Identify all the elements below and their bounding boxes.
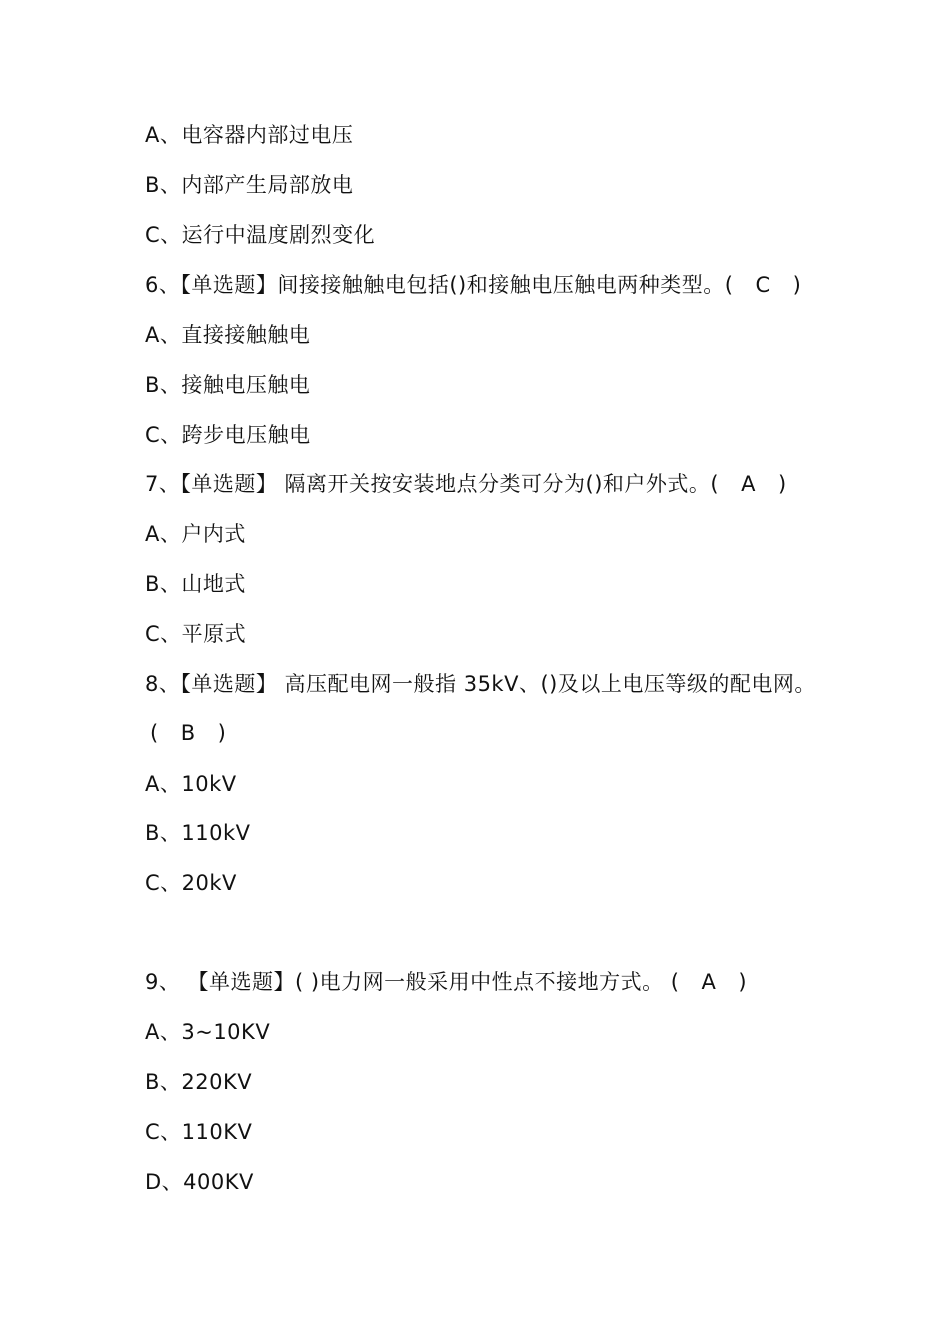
option-text: B、内部产生局部放电	[145, 173, 354, 197]
option-text: C、20kV	[145, 871, 237, 895]
option-line	[145, 421, 311, 449]
question-text: 8、【单选题】 高压配电网一般指 35kV、()及以上电压等级的配电网。	[145, 672, 816, 696]
question-line	[145, 670, 816, 698]
option-text: A、3~10KV	[145, 1020, 271, 1044]
question-line	[145, 968, 747, 996]
answer-close-paren: )	[792, 273, 802, 297]
option-line	[145, 121, 353, 149]
answer-open-paren: (	[150, 721, 159, 745]
question-line	[145, 271, 801, 299]
option-line	[145, 171, 353, 199]
option-text: B、110kV	[145, 821, 251, 845]
answer-letter: B	[180, 721, 196, 745]
option-line	[145, 770, 237, 798]
question-text: 7、【单选题】 隔离开关按安装地点分类可分为()和户外式。(	[145, 472, 720, 496]
option-line	[145, 371, 310, 399]
option-line	[145, 520, 246, 548]
answer-letter: C	[755, 273, 771, 297]
option-text: B、接触电压触电	[145, 373, 311, 397]
answer-close-paren: )	[738, 970, 748, 994]
option-text: B、山地式	[145, 572, 246, 596]
answer-letter: A	[741, 472, 756, 496]
option-line	[145, 1068, 252, 1096]
option-line	[145, 321, 310, 349]
option-line	[145, 819, 251, 847]
question-line	[145, 470, 787, 498]
option-text: C、跨步电压触电	[145, 423, 311, 447]
answer-close-paren: )	[217, 721, 227, 745]
question-text: 6、【单选题】间接接触触电包括()和接触电压触电两种类型。(	[145, 273, 734, 297]
option-text: C、平原式	[145, 622, 247, 646]
answer-letter: A	[701, 970, 717, 994]
option-text: A、10kV	[145, 772, 237, 796]
option-text: A、户内式	[145, 522, 246, 546]
option-line	[145, 869, 237, 897]
answer-close-paren: )	[778, 472, 787, 496]
option-line	[145, 1018, 270, 1046]
option-line	[145, 620, 246, 648]
option-line	[145, 1168, 254, 1196]
option-text: B、220KV	[145, 1070, 253, 1094]
option-text: A、直接接触触电	[145, 323, 311, 347]
question-text: 9、 【单选题】( )电力网一般采用中性点不接地方式。 (	[145, 970, 680, 994]
option-line	[145, 570, 246, 598]
answer-line	[150, 719, 226, 747]
option-text: C、运行中温度剧烈变化	[145, 223, 376, 247]
option-line	[145, 1118, 252, 1146]
option-text: A、电容器内部过电压	[145, 123, 354, 147]
option-text: C、110KV	[145, 1120, 253, 1144]
option-text: D、400KV	[145, 1170, 254, 1194]
option-line	[145, 221, 375, 249]
